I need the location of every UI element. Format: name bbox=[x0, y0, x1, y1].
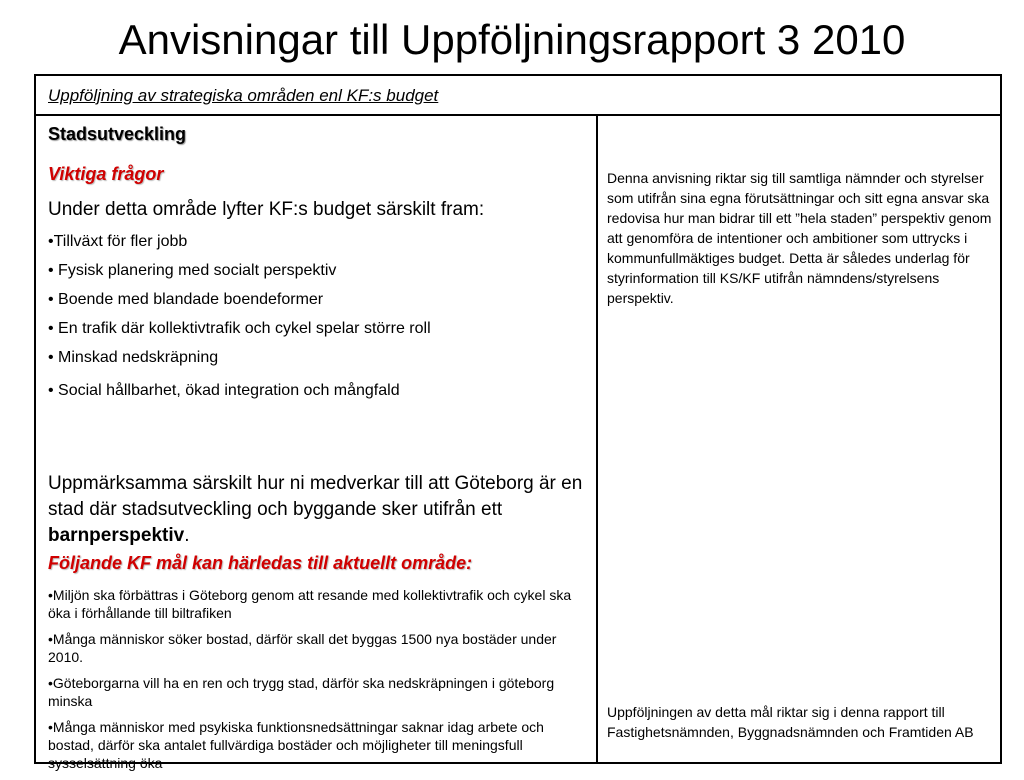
list-item: • Fysisk planering med socialt perspektiv bbox=[48, 262, 337, 279]
list-item: •Göteborgarna vill ha en ren och trygg stad, därför ska nedskräpningen i göteborg minska bbox=[48, 675, 555, 709]
section-heading: Stadsutveckling bbox=[48, 124, 187, 144]
list-item: •Tillväxt för fler jobb bbox=[48, 233, 188, 250]
list-item: •Många människor med psykiska funktionsnedsättningar saknar idag arbete och bostad, därför ska antalet fullvärdiga bostäder och möjligheter till meningsfull sysselsättning öka bbox=[48, 719, 544, 771]
table-header-row bbox=[36, 76, 1000, 116]
list-item: • Boende med blandade boendeformer bbox=[48, 291, 324, 308]
paragraph bbox=[48, 471, 588, 549]
followup-text: Uppföljningen av detta mål riktar sig i denna rapport till Fastighetsnämnden, Byggnadsnämnden och Framtiden AB bbox=[607, 704, 974, 740]
list-item: • En trafik där kollektivtrafik och cykel spelar större roll bbox=[48, 320, 431, 337]
goals-list bbox=[48, 586, 593, 780]
list-item: • Minskad nedskräpning bbox=[48, 349, 219, 366]
list-item: •Miljön ska förbättras i Göteborg genom att resande med kollektivtrafik och cykel ska öka i förhållande till biltrafiken bbox=[48, 587, 572, 621]
subheading: Viktiga frågor bbox=[48, 164, 164, 184]
slide-title: Anvisningar till Uppföljningsrapport 3 2010 bbox=[118, 16, 906, 63]
header-row-text: Uppföljning av strategiska områden enl KF:s budget bbox=[48, 86, 439, 105]
paragraph-end: . bbox=[184, 525, 190, 546]
bullet-list bbox=[48, 232, 431, 410]
content-table bbox=[34, 74, 1002, 771]
instruction-text: Denna anvisning riktar sig till samtliga nämnder och styrelser som utifrån sina egna förutsättningar och sitt egna ansvar ska redovisa hur man bidrar till ett ”hela staden” perspektiv genom att genomföra de intentioner och ambitioner som uttrycks i kommunfullmäktiges budget. Detta är således underlag för styrinformation till KS/KF utifrån nämndens/styrelsens perspektiv. bbox=[607, 170, 992, 306]
paragraph-bold: barnperspektiv bbox=[48, 525, 185, 546]
list-item: • Social hållbarhet, ökad integration och mångfald bbox=[48, 382, 400, 399]
column-divider bbox=[596, 116, 598, 764]
goals-heading: Följande KF mål kan härledas till aktuellt område: bbox=[48, 553, 473, 573]
list-item: •Många människor söker bostad, därför skall det byggas 1500 nya bostäder under 2010. bbox=[48, 631, 557, 665]
paragraph-text: Uppmärksamma särskilt hur ni medverkar till att Göteborg är en stad där stadsutveckling och byggande sker utifrån ett bbox=[48, 473, 583, 520]
lead-text: Under detta område lyfter KF:s budget särskilt fram: bbox=[48, 199, 485, 220]
